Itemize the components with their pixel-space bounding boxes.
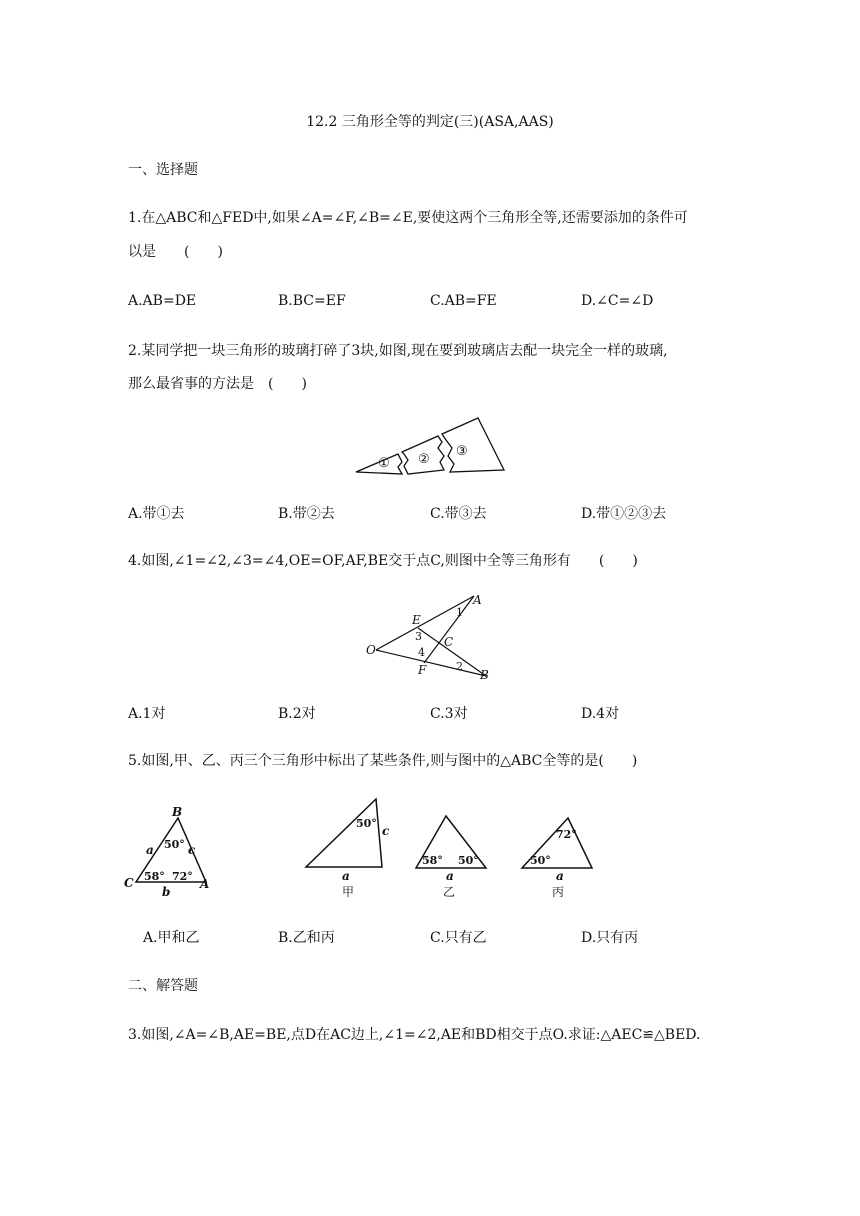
q4-angle-3: 3 [415, 630, 422, 643]
yi-angle-right: 50° [458, 854, 479, 867]
bing-angle-top: 72° [556, 828, 577, 841]
abc-label-c: C [124, 876, 134, 890]
glass-piece-2-label: ② [418, 452, 430, 467]
jia-side-a: a [342, 869, 350, 883]
q2-text-line2: 那么最省事的方法是 ( ) [128, 376, 307, 392]
q4-text-line1: 4.如图,∠1=∠2,∠3=∠4,OE=OF,AF,BE交于点C,则图中全等三角形有 ( ) [128, 553, 638, 569]
abc-side-c: c [188, 843, 196, 857]
q4-label-o: O [366, 643, 376, 657]
q4-option-c: C.3对 [430, 706, 468, 722]
abc-angle-a: 72° [172, 870, 193, 883]
q5-option-d: D.只有丙 [581, 930, 639, 946]
section-heading-choice: 一、选择题 [128, 162, 198, 178]
q2-option-c: C.带③去 [430, 506, 487, 522]
glass-piece-3-label: ③ [456, 444, 468, 459]
q4-angle-4: 4 [418, 646, 425, 659]
q5-triangle-jia [300, 795, 396, 899]
q4-label-a: A [473, 593, 482, 607]
abc-label-a: A [200, 877, 210, 891]
q2-option-d: D.带①②③去 [581, 506, 667, 522]
q2-text-line1: 2.某同学把一块三角形的玻璃打碎了3块,如图,现在要到玻璃店去配一块完全一样的玻璃, [128, 343, 668, 359]
q4-label-b: B [480, 668, 489, 680]
page-title: 12.2 三角形全等的判定(三)(ASA,AAS) [306, 114, 554, 130]
jia-name: 甲 [342, 885, 355, 899]
q4-option-a: A.1对 [128, 706, 166, 722]
q5-text-line1: 5.如图,甲、乙、丙三个三角形中标出了某些条件,则与图中的△ABC全等的是( ) [128, 753, 638, 769]
q5-option-a: A.甲和乙 [143, 930, 200, 946]
broken-glass-figure [350, 412, 510, 480]
q2-option-a: A.带①去 [128, 506, 185, 522]
q4-label-c: C [444, 635, 454, 649]
abc-angle-c: 58° [144, 870, 165, 883]
section-heading-answer: 二、解答题 [128, 978, 198, 994]
q5-triangle-yi [410, 810, 490, 900]
jia-side-c: c [382, 824, 390, 838]
q1-text-line2: 以是 ( ) [128, 244, 223, 260]
q4-label-e: E [412, 613, 421, 627]
q5-option-c: C.只有乙 [430, 930, 487, 946]
bing-name: 丙 [552, 885, 565, 899]
q4-option-d: D.4对 [581, 706, 620, 722]
bing-angle-left: 50° [530, 854, 551, 867]
q3-text-line1: 3.如图,∠A=∠B,AE=BE,点D在AC边上,∠1=∠2,AE和BD相交于点O.求证:△AEC≌△BED. [128, 1027, 701, 1043]
q4-geometry-figure [362, 588, 502, 680]
glass-piece-1-label: ① [378, 456, 390, 471]
q1-option-c: C.AB=FE [430, 293, 497, 309]
q2-option-b: B.带②去 [278, 506, 335, 522]
jia-angle: 50° [356, 817, 377, 830]
q1-option-a: A.AB=DE [128, 293, 197, 309]
yi-angle-left: 58° [422, 854, 443, 867]
q1-text-line1: 1.在△ABC和△FED中,如果∠A=∠F,∠B=∠E,要使这两个三角形全等,还需要添加的条件可 [128, 210, 688, 226]
abc-angle-b: 50° [164, 838, 185, 851]
q5-triangle-abc [120, 804, 212, 898]
q1-option-d: D.∠C=∠D [581, 293, 654, 309]
q5-triangle-bing [516, 808, 600, 900]
bing-side-a: a [556, 869, 564, 883]
yi-name: 乙 [443, 885, 456, 899]
q4-angle-2: 2 [456, 660, 463, 673]
q5-option-b: B.乙和丙 [278, 930, 335, 946]
q1-option-b: B.BC=EF [278, 293, 346, 309]
yi-side-a: a [446, 869, 454, 883]
abc-side-a: a [146, 843, 154, 857]
q4-label-f: F [418, 663, 427, 677]
q4-angle-1: 1 [456, 606, 463, 619]
abc-side-b: b [162, 885, 171, 898]
q4-option-b: B.2对 [278, 706, 316, 722]
abc-label-b: B [172, 805, 183, 819]
